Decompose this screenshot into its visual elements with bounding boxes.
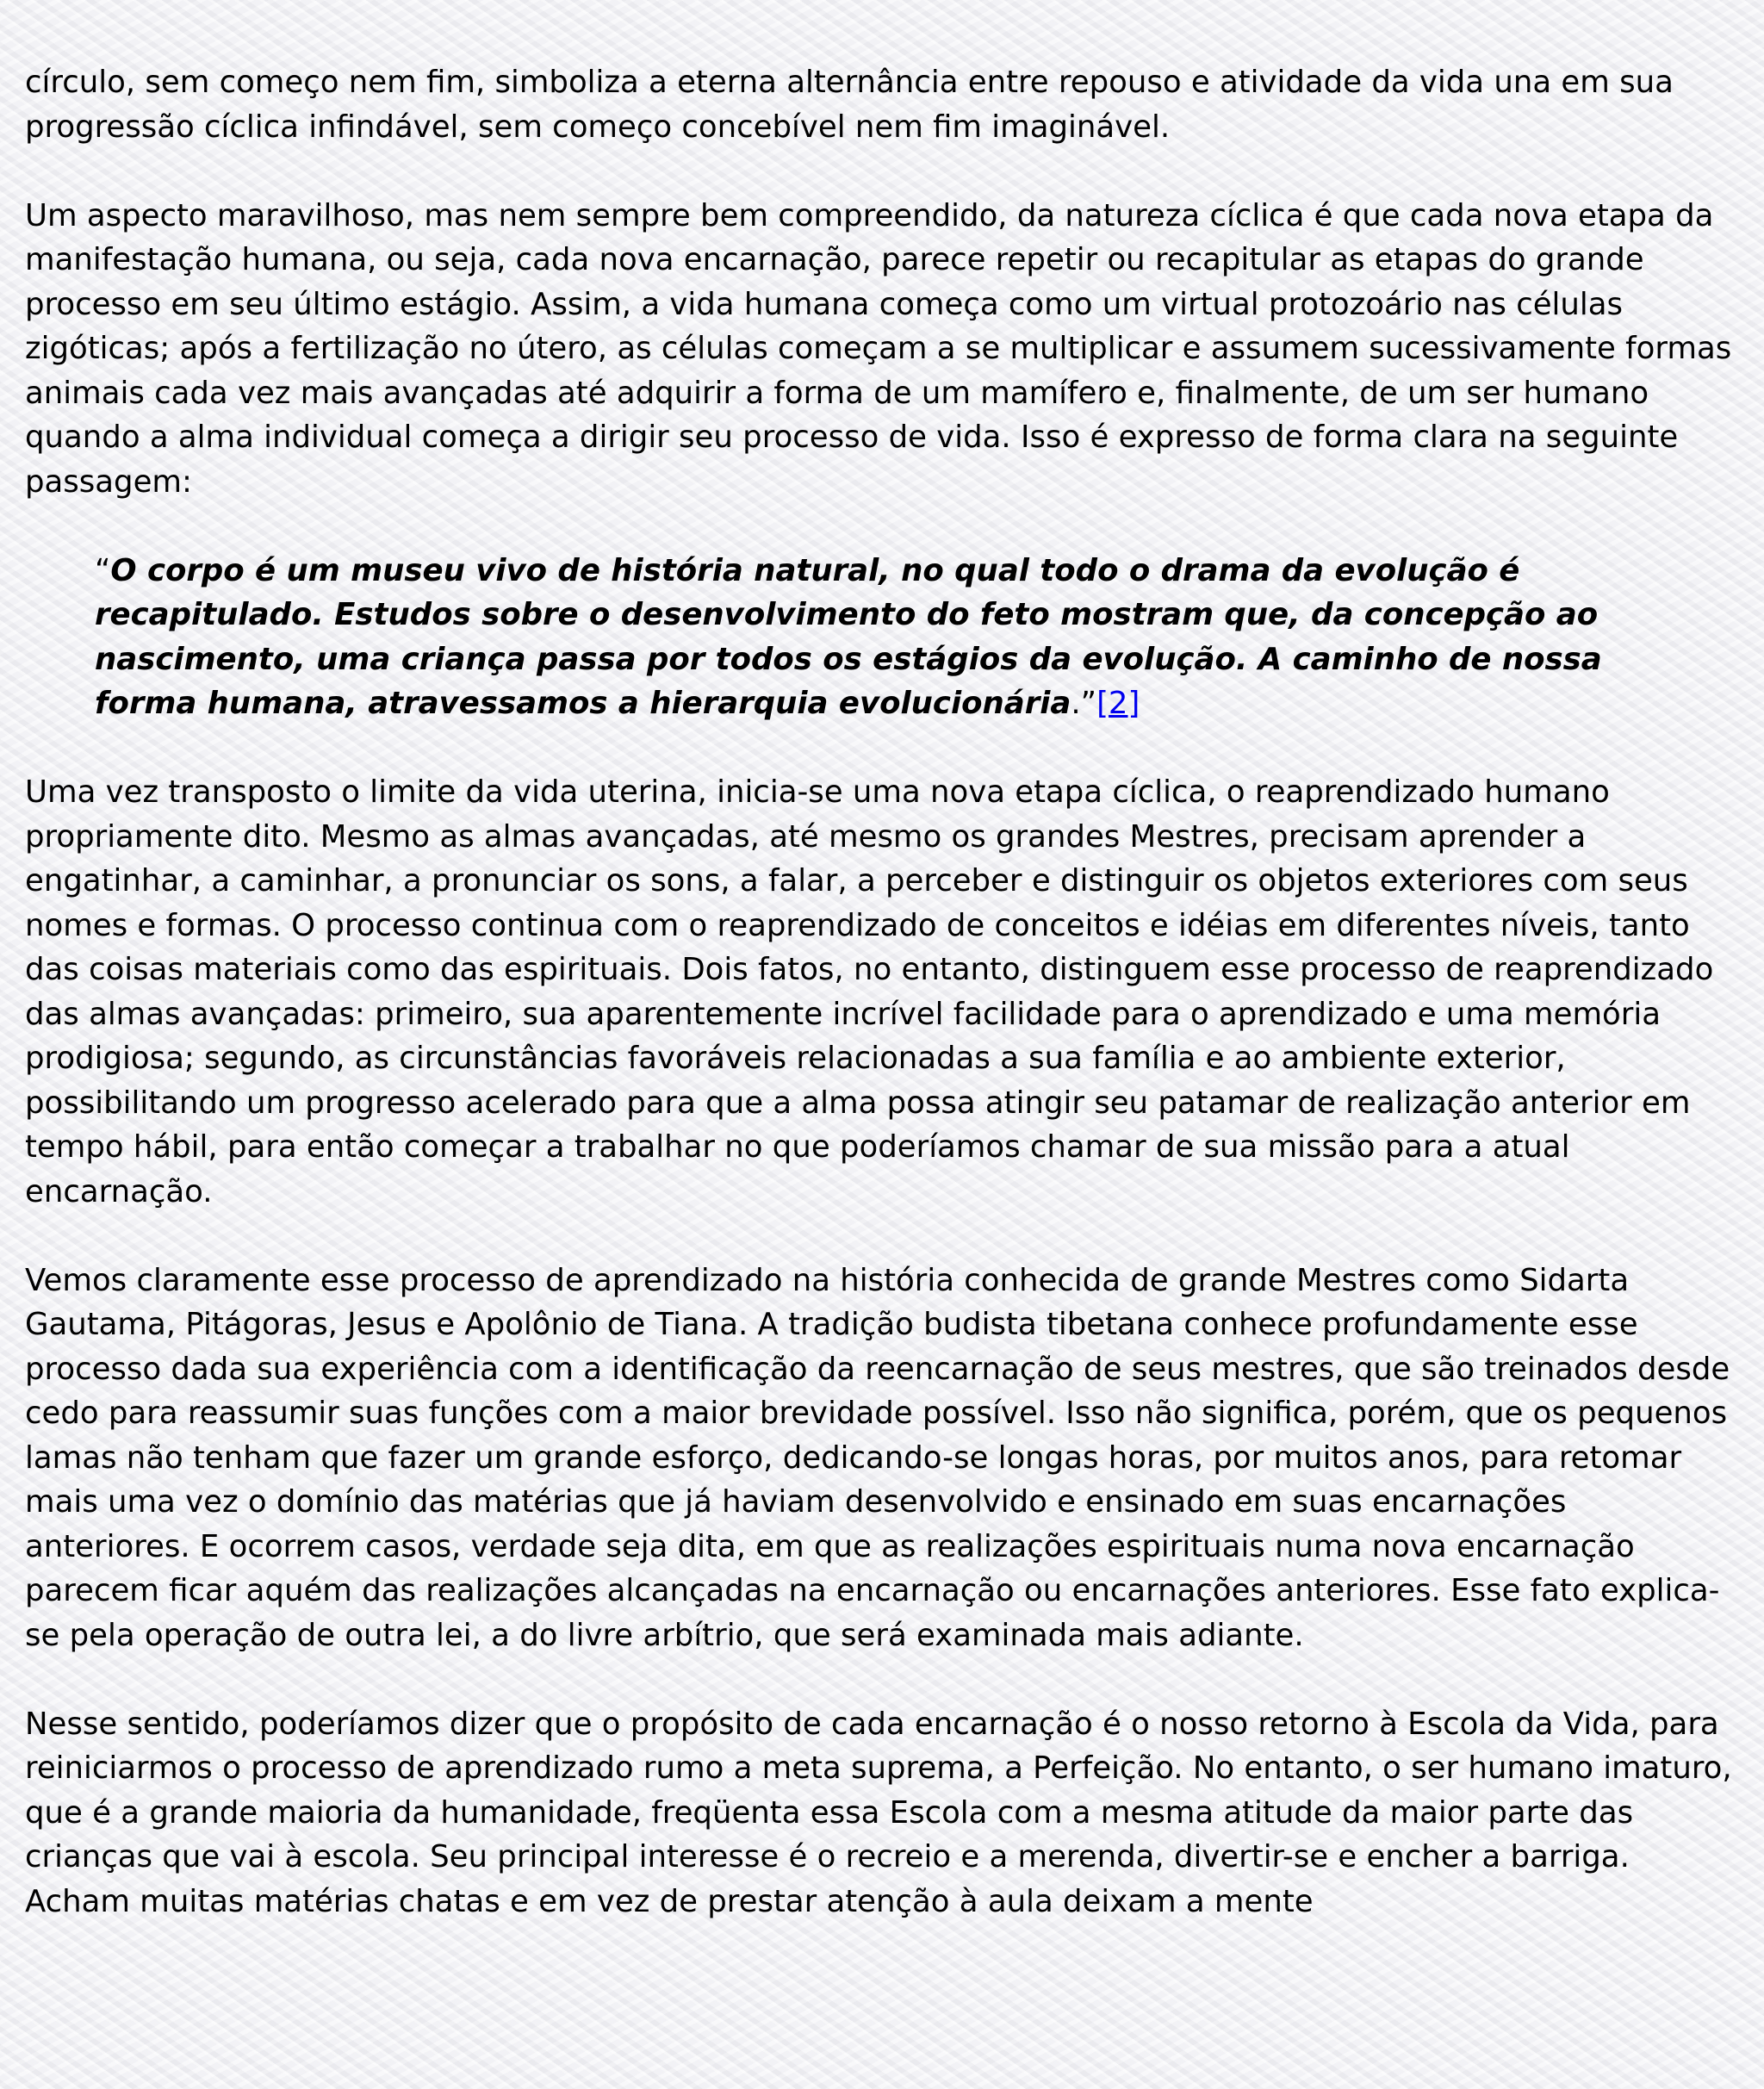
- quote-text: O corpo é um museu vivo de história natural, no qual todo o drama da evolução é recapitulado. Estudos sobre o desenvolvimento do feto mostram que, da concepção ao nascimento, uma criança passa por todos os estágios da evolução. A caminho de nossa forma humana, atravessamos a hierarquia evolucionária: [95, 552, 1602, 721]
- paragraph-1: círculo, sem começo nem fim, simboliza a eterna alternância entre repouso e atividade da vida una em sua progressão cíclica infindável, sem começo concebível nem fim imaginável.: [25, 65, 1674, 145]
- paragraph-2: Um aspecto maravilhoso, mas nem sempre bem compreendido, da natureza cíclica é que cada nova etapa da manifestação humana, ou seja, cada nova encarnação, parece repetir ou recapitular as etapas do grande processo em seu último estágio. Assim, a vida humana começa como um virtual protozoário nas células zigóticas; após a fertilização no útero, as células começam a se multiplicar e assumem sucessivamente formas animais cada vez mais avançadas até adquirir a forma de um mamífero e, finalmente, de um ser humano quando a alma individual começa a dirigir seu processo de vida. Isso é expresso de forma clara na seguinte passagem:: [25, 197, 1732, 500]
- quote-close-mark: .”: [1071, 686, 1097, 721]
- block-quote: [25, 549, 1739, 726]
- paragraph-3: Uma vez transposto o limite da vida uterina, inicia-se uma nova etapa cíclica, o reaprendizado humano propriamente dito. Mesmo as almas avançadas, até mesmo os grandes Mestres, precisam aprender a engatinhar, a caminhar, a pronunciar os sons, a falar, a perceber e distinguir os objetos exteriores com seus nomes e formas. O processo continua com o reaprendizado de conceitos e idéias em diferentes níveis, tanto das coisas materiais como das espirituais. Dois fatos, no entanto, distinguem esse processo de reaprendizado das almas avançadas: primeiro, sua aparentemente incrível facilidade para o aprendizado e uma memória prodigiosa; segundo, as circunstâncias favoráveis relacionadas a sua família e ao ambiente exterior, possibilitando um progresso acelerado para que a alma possa atingir seu patamar de realização anterior em tempo hábil, para então começar a trabalhar no que poderíamos chamar de sua missão para a atual encarnação.: [25, 774, 1714, 1209]
- quote-open-mark: “: [95, 552, 111, 588]
- footnote-link[interactable]: [2]: [1096, 686, 1140, 721]
- document-content: [25, 60, 1739, 1968]
- paragraph-4: Vemos claramente esse processo de aprendizado na história conhecida de grande Mestres como Sidarta Gautama, Pitágoras, Jesus e Apolônio de Tiana. A tradição budista tibetana conhece profundamente esse processo dada sua experiência com a identificação da reencarnação de seus mestres, que são treinados desde cedo para reassumir suas funções com a maior brevidade possível. Isso não significa, porém, que os pequenos lamas não tenham que fazer um grande esforço, dedicando-se longas horas, por muitos anos, para retomar mais uma vez o domínio das matérias que já haviam desenvolvido e ensinado em suas encarnações anteriores. E ocorrem casos, verdade seja dita, em que as realizações espirituais numa nova encarnação parecem ficar aquém das realizações alcançadas na encarnação ou encarnações anteriores. Esse fato explica-se pela operação de outra lei, a do livre arbítrio, que será examinada mais adiante.: [25, 1262, 1730, 1653]
- paragraph-5: Nesse sentido, poderíamos dizer que o propósito de cada encarnação é o nosso retorno à Escola da Vida, para reiniciarmos o processo de aprendizado rumo a meta suprema, a Perfeição. No entanto, o ser humano imaturo, que é a grande maioria da humanidade, freqüenta essa Escola com a mesma atitude da maior parte das crianças que vai à escola. Seu principal interesse é o recreio e a merenda, divertir-se e encher a barriga. Acham muitas matérias chatas e em vez de prestar atenção à aula deixam a mente: [25, 1706, 1732, 1919]
